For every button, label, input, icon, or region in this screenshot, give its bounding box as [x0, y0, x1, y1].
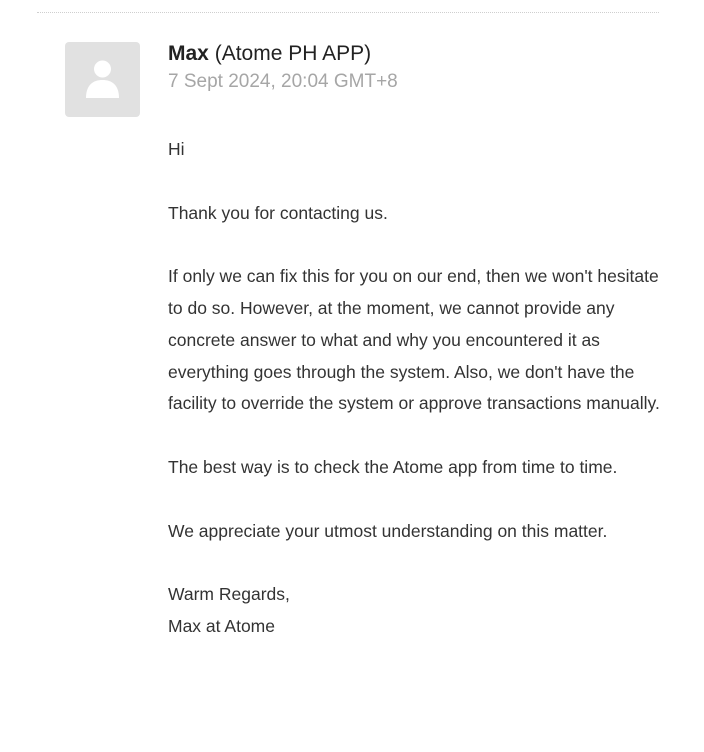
user-silhouette-icon	[65, 42, 140, 117]
message-timestamp: 7 Sept 2024, 20:04 GMT+8	[168, 71, 398, 92]
message-header	[168, 40, 668, 95]
signoff-block	[168, 579, 668, 643]
explanation-paragraph: If only we can fix this for you on our end, then we won't hesitate to do so. However, at the moment, we cannot provide any concrete answer to what and why you encountered it as everything goes through the system. Also, we don't have the facility to override the system or approve transactions manually.	[168, 266, 660, 414]
avatar	[65, 42, 140, 117]
sender-name: Max	[168, 42, 209, 65]
message-body	[168, 134, 668, 643]
greeting-paragraph: Hi	[168, 139, 185, 159]
message-divider	[37, 12, 659, 13]
advice-paragraph: The best way is to check the Atome app from time to time.	[168, 456, 618, 477]
signature-line: Max at Atome	[168, 615, 275, 636]
appreciation-paragraph: We appreciate your utmost understanding on this matter.	[168, 520, 608, 541]
thanks-paragraph: Thank you for contacting us.	[168, 202, 388, 223]
sender-line	[168, 40, 668, 68]
signoff-line: Warm Regards,	[168, 584, 290, 605]
sender-org: (Atome PH APP)	[214, 42, 372, 65]
